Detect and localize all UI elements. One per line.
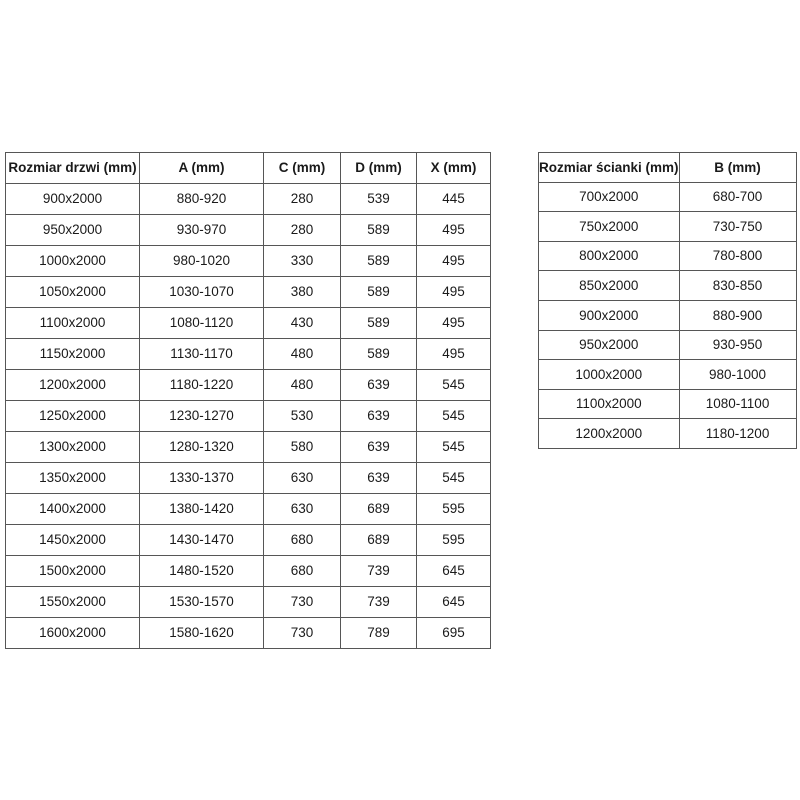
header-cell: C (mm) <box>264 153 341 184</box>
table-row <box>6 308 491 339</box>
table-cell: 880-900 <box>679 300 796 330</box>
table-cell: 1130-1170 <box>140 339 264 370</box>
table-cell: 900x2000 <box>6 184 140 215</box>
table-cell: 680-700 <box>679 182 796 212</box>
table-cell: 750x2000 <box>539 212 680 242</box>
table-cell: 1230-1270 <box>140 401 264 432</box>
table-cell: 495 <box>417 339 491 370</box>
table-cell: 1350x2000 <box>6 463 140 494</box>
table-row <box>539 360 797 390</box>
table-cell: 1050x2000 <box>6 277 140 308</box>
table-cell: 930-950 <box>679 330 796 360</box>
table-cell: 1480-1520 <box>140 556 264 587</box>
table-cell: 1150x2000 <box>6 339 140 370</box>
table-row <box>6 463 491 494</box>
table-cell: 730-750 <box>679 212 796 242</box>
table-cell: 1550x2000 <box>6 587 140 618</box>
table-cell: 1580-1620 <box>140 618 264 649</box>
table-row <box>6 556 491 587</box>
table-row <box>6 494 491 525</box>
table-cell: 1600x2000 <box>6 618 140 649</box>
table-cell: 739 <box>341 587 417 618</box>
table-cell: 1380-1420 <box>140 494 264 525</box>
table-cell: 645 <box>417 587 491 618</box>
table-cell: 1530-1570 <box>140 587 264 618</box>
table-cell: 495 <box>417 277 491 308</box>
door-table-body <box>6 184 491 649</box>
header-row <box>6 153 491 184</box>
header-cell: Rozmiar drzwi (mm) <box>6 153 140 184</box>
table-row <box>6 370 491 401</box>
table-cell: 589 <box>341 308 417 339</box>
table-cell: 539 <box>341 184 417 215</box>
table-cell: 495 <box>417 246 491 277</box>
table-cell: 495 <box>417 308 491 339</box>
table-cell: 280 <box>264 215 341 246</box>
table-cell: 950x2000 <box>6 215 140 246</box>
header-row <box>539 153 797 183</box>
table-cell: 680 <box>264 525 341 556</box>
table-row <box>6 525 491 556</box>
table-row <box>6 618 491 649</box>
table-cell: 545 <box>417 463 491 494</box>
header-cell: D (mm) <box>341 153 417 184</box>
table-row <box>6 246 491 277</box>
table-cell: 545 <box>417 401 491 432</box>
table-cell: 380 <box>264 277 341 308</box>
table-cell: 480 <box>264 339 341 370</box>
table-cell: 850x2000 <box>539 271 680 301</box>
table-cell: 1330-1370 <box>140 463 264 494</box>
table-row <box>539 241 797 271</box>
wall-dimensions-table <box>538 152 797 449</box>
table-row <box>539 271 797 301</box>
table-row <box>6 215 491 246</box>
table-cell: 880-920 <box>140 184 264 215</box>
table-cell: 830-850 <box>679 271 796 301</box>
table-cell: 545 <box>417 370 491 401</box>
table-cell: 1250x2000 <box>6 401 140 432</box>
table-cell: 1180-1220 <box>140 370 264 401</box>
table-row <box>6 401 491 432</box>
table-cell: 639 <box>341 401 417 432</box>
table-cell: 980-1000 <box>679 360 796 390</box>
door-dimensions-table <box>5 152 491 649</box>
table-cell: 1080-1120 <box>140 308 264 339</box>
table-row <box>6 277 491 308</box>
header-cell: B (mm) <box>679 153 796 183</box>
table-row <box>539 300 797 330</box>
wall-table-body <box>539 182 797 448</box>
table-row <box>6 339 491 370</box>
table-cell: 1030-1070 <box>140 277 264 308</box>
table-cell: 495 <box>417 215 491 246</box>
table-cell: 630 <box>264 463 341 494</box>
table-cell: 1100x2000 <box>539 389 680 419</box>
table-cell: 1000x2000 <box>6 246 140 277</box>
table-cell: 589 <box>341 215 417 246</box>
table-row <box>6 184 491 215</box>
table-row <box>539 419 797 449</box>
table-cell: 730 <box>264 618 341 649</box>
table-cell: 445 <box>417 184 491 215</box>
table-cell: 330 <box>264 246 341 277</box>
wall-table-header <box>539 153 797 183</box>
header-cell: X (mm) <box>417 153 491 184</box>
table-row <box>6 587 491 618</box>
table-cell: 639 <box>341 463 417 494</box>
table-cell: 700x2000 <box>539 182 680 212</box>
table-cell: 639 <box>341 370 417 401</box>
header-cell: A (mm) <box>140 153 264 184</box>
table-row <box>539 182 797 212</box>
table-row <box>6 432 491 463</box>
table-cell: 695 <box>417 618 491 649</box>
table-cell: 1180-1200 <box>679 419 796 449</box>
table-cell: 1300x2000 <box>6 432 140 463</box>
table-cell: 1080-1100 <box>679 389 796 419</box>
table-cell: 595 <box>417 494 491 525</box>
table-cell: 1400x2000 <box>6 494 140 525</box>
table-cell: 950x2000 <box>539 330 680 360</box>
table-cell: 630 <box>264 494 341 525</box>
table-cell: 739 <box>341 556 417 587</box>
table-cell: 1500x2000 <box>6 556 140 587</box>
table-cell: 480 <box>264 370 341 401</box>
table-cell: 580 <box>264 432 341 463</box>
table-cell: 1450x2000 <box>6 525 140 556</box>
table-cell: 1200x2000 <box>6 370 140 401</box>
table-row <box>539 389 797 419</box>
table-cell: 430 <box>264 308 341 339</box>
table-cell: 1000x2000 <box>539 360 680 390</box>
table-cell: 589 <box>341 339 417 370</box>
header-cell: Rozmiar ścianki (mm) <box>539 153 680 183</box>
table-cell: 645 <box>417 556 491 587</box>
table-cell: 589 <box>341 246 417 277</box>
table-cell: 1280-1320 <box>140 432 264 463</box>
table-cell: 545 <box>417 432 491 463</box>
table-cell: 900x2000 <box>539 300 680 330</box>
table-cell: 595 <box>417 525 491 556</box>
table-cell: 689 <box>341 494 417 525</box>
table-cell: 530 <box>264 401 341 432</box>
table-cell: 730 <box>264 587 341 618</box>
table-cell: 1200x2000 <box>539 419 680 449</box>
table-cell: 280 <box>264 184 341 215</box>
table-cell: 1430-1470 <box>140 525 264 556</box>
table-cell: 1100x2000 <box>6 308 140 339</box>
table-row <box>539 212 797 242</box>
table-cell: 980-1020 <box>140 246 264 277</box>
table-row <box>539 330 797 360</box>
table-cell: 680 <box>264 556 341 587</box>
table-cell: 800x2000 <box>539 241 680 271</box>
table-cell: 589 <box>341 277 417 308</box>
table-cell: 689 <box>341 525 417 556</box>
table-cell: 780-800 <box>679 241 796 271</box>
door-table-header <box>6 153 491 184</box>
table-cell: 789 <box>341 618 417 649</box>
table-cell: 639 <box>341 432 417 463</box>
table-cell: 930-970 <box>140 215 264 246</box>
